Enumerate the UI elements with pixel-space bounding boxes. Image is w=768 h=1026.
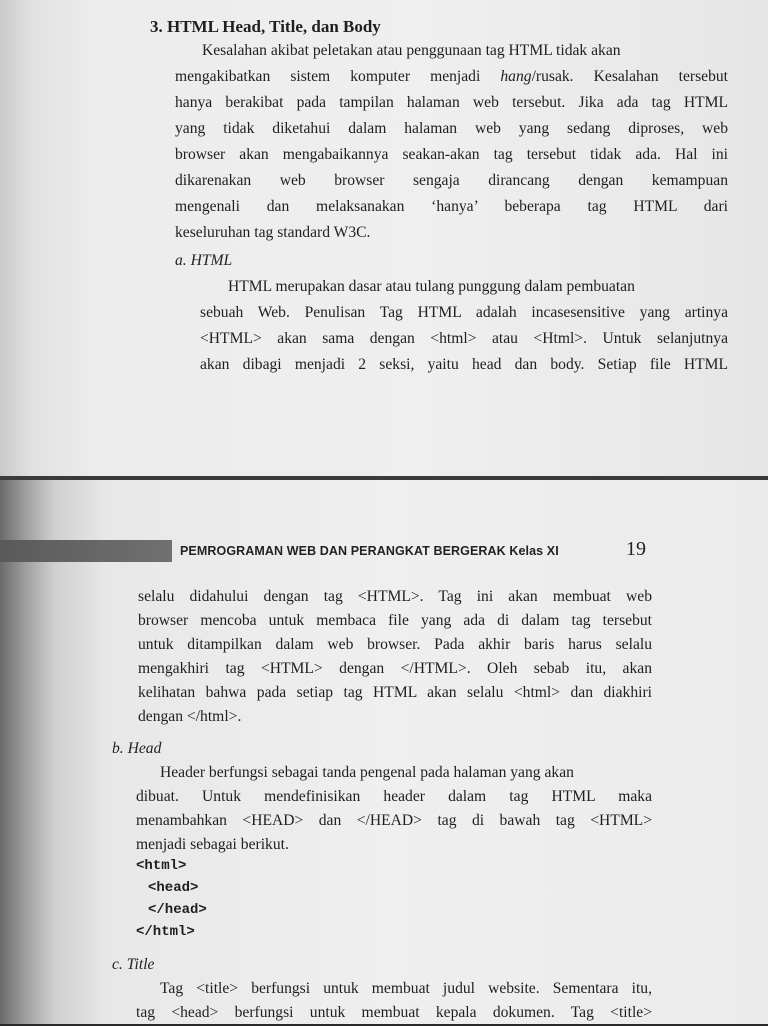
paragraph-line: keseluruhan tag standard W3C. [175, 224, 371, 241]
paragraph-line: untuk ditampilkan dalam web browser. Pada akhir baris harus selalu [138, 636, 652, 653]
paragraph-line: akan dibagi menjadi 2 seksi, yaitu head dan body. Setiap file HTML [200, 356, 728, 373]
paragraph-line: mengakhiri tag <HTML> dengan </HTML>. Oleh sebab itu, akan [138, 660, 652, 677]
paragraph-line: kelihatan bahwa pada setiap tag HTML akan selalu <html> dan diakhiri [138, 684, 652, 701]
paragraph-line: Tag <title> berfungsi untuk membuat judul website. Sementara itu, [160, 980, 652, 997]
paragraph-line: mengakibatkan sistem komputer menjadi hang/rusak. Kesalahan tersebut [175, 68, 729, 85]
code-line: <html> [136, 858, 187, 874]
paragraph-line: sebuah Web. Penulisan Tag HTML adalah incasesensitive yang artinya [200, 304, 728, 321]
paragraph-line: dibuat. Untuk mendefinisikan header dalam tag HTML maka [136, 788, 652, 805]
paragraph-line: dengan </html>. [138, 708, 242, 725]
section-heading: 3. HTML Head, Title, dan Body [150, 17, 381, 36]
subsection-heading: c. Title [112, 956, 155, 973]
paragraph-line: dikarenakan web browser sengaja dirancang dengan kemampuan [175, 172, 728, 189]
paragraph-line: browser akan mengabaikannya seakan-akan tag tersebut tidak ada. Hal ini [175, 146, 728, 163]
paragraph-line: mengenali dan melaksanakan ‘hanya’ beberapa tag HTML dari [175, 198, 728, 215]
paragraph-line: <HTML> akan sama dengan <html> atau <Html>. Untuk selanjutnya [200, 330, 728, 347]
code-line: <head> [148, 880, 199, 896]
paragraph-line: Kesalahan akibat peletakan atau penggunaan tag HTML tidak akan [202, 42, 621, 59]
paragraph-line: hanya berakibat pada tampilan halaman web tersebut. Jika ada tag HTML [175, 94, 728, 111]
subsection-heading: b. Head [112, 740, 162, 757]
page-number: 19 [626, 538, 646, 560]
paragraph-line: selalu didahului dengan tag <HTML>. Tag ini akan membuat web [138, 588, 652, 605]
paragraph-line: menambahkan <HEAD> dan </HEAD> tag di bawah tag <HTML> [136, 812, 652, 829]
paragraph-line: menjadi sebagai berikut. [136, 836, 289, 853]
paragraph-line: browser mencoba untuk membaca file yang ada di dalam tag tersebut [138, 612, 652, 629]
paragraph-line: tag <head> berfungsi untuk membuat kepala dokumen. Tag <title> [136, 1004, 652, 1021]
code-line: </html> [136, 924, 195, 940]
top-page [0, 0, 768, 478]
code-line: </head> [148, 902, 207, 918]
paragraph-line: yang tidak diketahui dalam halaman web yang sedang diproses, web [175, 120, 728, 137]
running-header: PEMROGRAMAN WEB DAN PERANGKAT BERGERAK Kelas XI [180, 544, 559, 558]
paragraph-line: HTML merupakan dasar atau tulang punggung dalam pembuatan [228, 278, 635, 295]
subsection-heading: a. HTML [175, 252, 233, 269]
header-bar [0, 540, 172, 562]
paragraph-line: Header berfungsi sebagai tanda pengenal pada halaman yang akan [160, 764, 574, 781]
